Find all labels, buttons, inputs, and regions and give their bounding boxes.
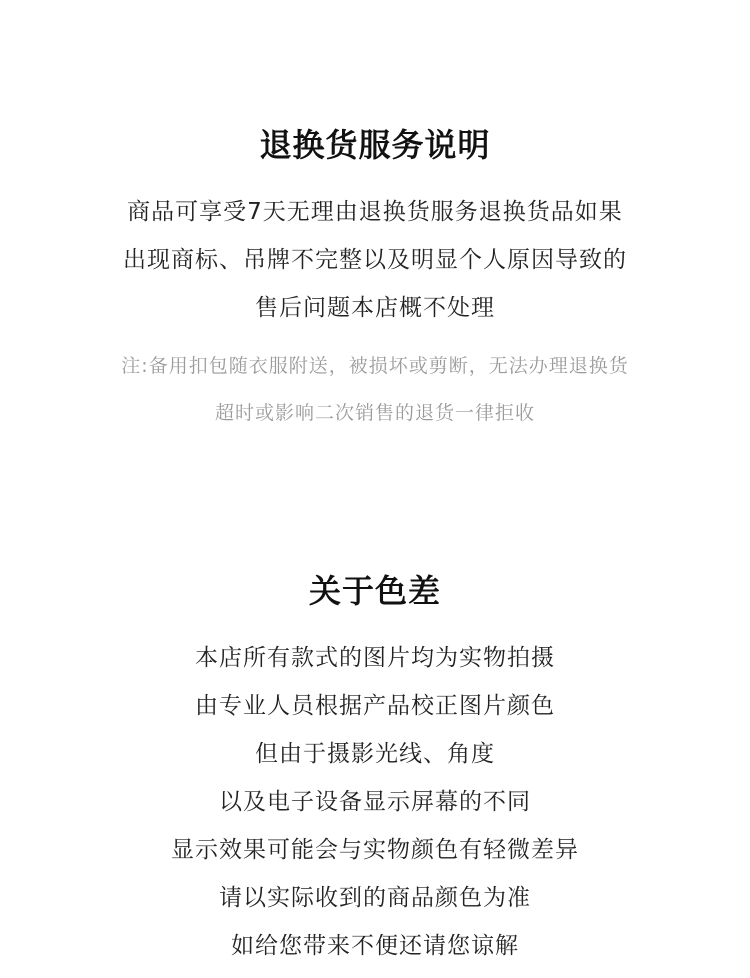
color-difference-line: 由专业人员根据产品校正图片颜色 xyxy=(195,693,555,719)
return-policy-note-line: 超时或影响二次销售的退货一律拒收 xyxy=(214,402,535,424)
color-difference-line: 请以实际收到的商品颜色为准 xyxy=(219,885,531,911)
color-difference-title: 关于色差 xyxy=(308,572,441,610)
return-policy-note xyxy=(0,343,750,437)
return-policy-section xyxy=(0,125,750,437)
return-policy-text xyxy=(0,188,750,332)
color-difference-section xyxy=(0,571,750,970)
color-difference-line: 以及电子设备显示屏幕的不同 xyxy=(219,789,531,815)
return-policy-line: 售后问题本店概不处理 xyxy=(255,295,495,321)
return-policy-title: 退换货服务说明 xyxy=(259,126,491,164)
color-difference-line: 但由于摄影光线、角度 xyxy=(255,741,495,767)
color-difference-text xyxy=(0,634,750,970)
return-policy-line: 出现商标、吊牌不完整以及明显个人原因导致的 xyxy=(123,247,627,273)
color-difference-line: 本店所有款式的图片均为实物拍摄 xyxy=(195,645,555,671)
color-difference-line: 如给您带来不便还请您谅解 xyxy=(231,933,519,959)
return-policy-line: 商品可享受7天无理由退换货服务退换货品如果 xyxy=(127,199,623,225)
return-policy-note-line: 注:备用扣包随衣服附送，被损坏或剪断，无法办理退换货 xyxy=(121,355,629,377)
color-difference-line: 显示效果可能会与实物颜色有轻微差异 xyxy=(171,837,579,863)
